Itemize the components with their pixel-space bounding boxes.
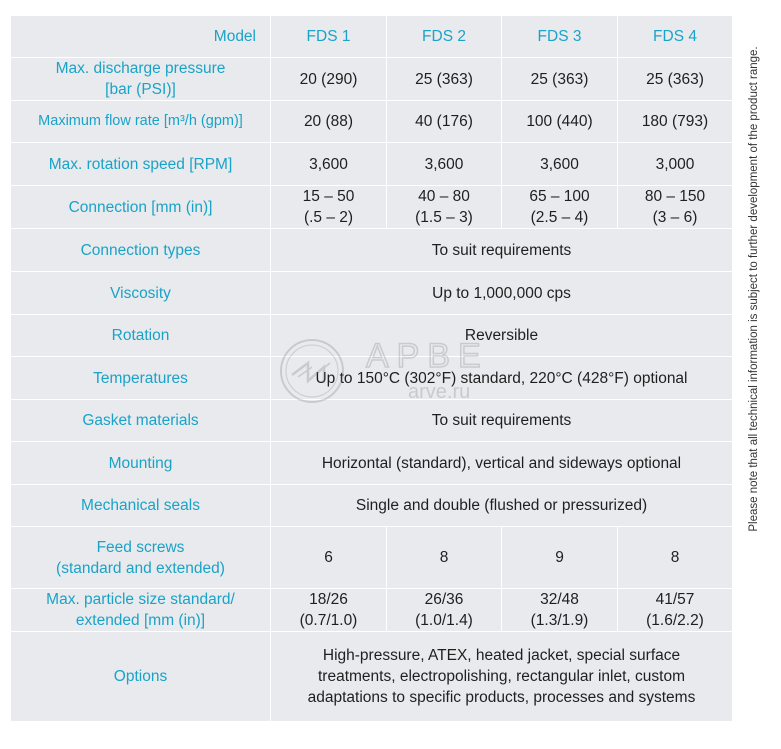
connection-label: Connection [mm (in)] bbox=[11, 186, 271, 229]
rotation-label: Rotation bbox=[11, 315, 271, 357]
row-connection bbox=[11, 186, 733, 229]
model-header-label: Model bbox=[11, 16, 271, 58]
row-seals bbox=[11, 485, 733, 527]
feed-screws-fds2: 8 bbox=[387, 527, 502, 589]
connection-fds1-line1: 15 – 50 bbox=[302, 188, 355, 205]
row-pressure bbox=[11, 58, 733, 101]
header-row bbox=[11, 16, 733, 58]
particle-fds1-line1: 18/26 bbox=[309, 591, 348, 608]
options-line1: High-pressure, ATEX, heated jacket, special surface bbox=[322, 647, 681, 664]
temperatures-value: Up to 150°C (302°F) standard, 220°C (428°F) optional bbox=[271, 357, 733, 400]
rotation-value: Reversible bbox=[271, 315, 733, 357]
particle-fds2-line2: (1.0/1.4) bbox=[415, 612, 473, 629]
connection-fds1-line2: (.5 – 2) bbox=[303, 209, 354, 226]
options-value bbox=[271, 632, 733, 722]
feed-screws-label bbox=[11, 527, 271, 589]
particle-label-line1: Max. particle size standard/ bbox=[46, 591, 235, 608]
particle-fds4-line2: (1.6/2.2) bbox=[646, 612, 704, 629]
model-fds1: FDS 1 bbox=[271, 16, 387, 58]
connection-fds2-line1: 40 – 80 bbox=[418, 188, 470, 205]
model-fds3: FDS 3 bbox=[502, 16, 618, 58]
particle-fds4 bbox=[618, 589, 733, 632]
gasket-label: Gasket materials bbox=[11, 400, 271, 442]
flow-fds4: 180 (793) bbox=[618, 101, 733, 143]
row-options bbox=[11, 632, 733, 722]
pressure-label-line1: Max. discharge pressure bbox=[55, 60, 226, 77]
spec-table bbox=[10, 15, 733, 722]
flow-fds3: 100 (440) bbox=[502, 101, 618, 143]
connection-fds2-line2: (1.5 – 3) bbox=[415, 209, 473, 226]
feed-screws-fds4: 8 bbox=[618, 527, 733, 589]
row-gasket bbox=[11, 400, 733, 442]
particle-fds2 bbox=[387, 589, 502, 632]
row-particle bbox=[11, 589, 733, 632]
mounting-value: Horizontal (standard), vertical and sideways optional bbox=[271, 442, 733, 485]
model-fds2: FDS 2 bbox=[387, 16, 502, 58]
particle-label bbox=[11, 589, 271, 632]
speed-fds4: 3,000 bbox=[618, 143, 733, 186]
gasket-value: To suit requirements bbox=[271, 400, 733, 442]
options-line3: adaptations to specific products, processes and systems bbox=[307, 689, 696, 706]
particle-label-line2: extended [mm (in)] bbox=[75, 612, 206, 629]
connection-fds4-line2: (3 – 6) bbox=[652, 209, 698, 226]
connection-fds1 bbox=[271, 186, 387, 229]
row-rotation bbox=[11, 315, 733, 357]
connection-fds3 bbox=[502, 186, 618, 229]
row-viscosity bbox=[11, 272, 733, 315]
pressure-label bbox=[11, 58, 271, 101]
particle-fds4-line1: 41/57 bbox=[655, 591, 695, 608]
connection-fds3-line2: (2.5 – 4) bbox=[530, 209, 589, 226]
row-temperatures bbox=[11, 357, 733, 400]
seals-label: Mechanical seals bbox=[11, 485, 271, 527]
row-feed-screws bbox=[11, 527, 733, 589]
speed-fds1: 3,600 bbox=[271, 143, 387, 186]
side-note: Please note that all technical information is subject to further development of the product range. bbox=[748, 46, 760, 532]
temperatures-label: Temperatures bbox=[11, 357, 271, 400]
options-label: Options bbox=[11, 632, 271, 722]
speed-fds2: 3,600 bbox=[387, 143, 502, 186]
mounting-label: Mounting bbox=[11, 442, 271, 485]
watermark-domain: arve.ru bbox=[408, 381, 471, 403]
pressure-fds1: 20 (290) bbox=[271, 58, 387, 101]
particle-fds3-line2: (1.3/1.9) bbox=[530, 612, 589, 629]
flow-fds2: 40 (176) bbox=[387, 101, 502, 143]
feed-screws-label-line1: Feed screws bbox=[96, 538, 185, 556]
flow-label: Maximum flow rate [m³/h (gpm)] bbox=[11, 101, 271, 143]
particle-fds2-line1: 26/36 bbox=[424, 591, 464, 608]
connection-types-value: To suit requirements bbox=[271, 229, 733, 272]
pressure-fds4: 25 (363) bbox=[618, 58, 733, 101]
feed-screws-fds3: 9 bbox=[502, 527, 618, 589]
speed-label: Max. rotation speed [RPM] bbox=[11, 143, 271, 186]
particle-fds3 bbox=[502, 589, 618, 632]
seals-value: Single and double (flushed or pressurized) bbox=[271, 485, 733, 527]
options-line2: treatments, electropolishing, rectangular inlet, custom bbox=[317, 668, 685, 685]
feed-screws-label-line2: (standard and extended) bbox=[56, 559, 225, 577]
feed-screws-fds1: 6 bbox=[271, 527, 387, 589]
row-connection-types bbox=[11, 229, 733, 272]
pressure-label-line2: [bar (PSI)] bbox=[105, 81, 176, 98]
row-speed bbox=[11, 143, 733, 186]
particle-fds1-line2: (0.7/1.0) bbox=[299, 612, 358, 629]
row-mounting bbox=[11, 442, 733, 485]
connection-fds3-line1: 65 – 100 bbox=[529, 188, 590, 205]
connection-fds4-line1: 80 – 150 bbox=[644, 188, 706, 205]
row-flow bbox=[11, 101, 733, 143]
particle-fds1 bbox=[271, 589, 387, 632]
model-fds4: FDS 4 bbox=[618, 16, 733, 58]
connection-fds4 bbox=[618, 186, 733, 229]
pressure-fds3: 25 (363) bbox=[502, 58, 618, 101]
connection-fds2 bbox=[387, 186, 502, 229]
viscosity-value: Up to 1,000,000 cps bbox=[271, 272, 733, 315]
connection-types-label: Connection types bbox=[11, 229, 271, 272]
speed-fds3: 3,600 bbox=[502, 143, 618, 186]
pressure-fds2: 25 (363) bbox=[387, 58, 502, 101]
particle-fds3-line1: 32/48 bbox=[540, 591, 579, 608]
flow-fds1: 20 (88) bbox=[271, 101, 387, 143]
viscosity-label: Viscosity bbox=[11, 272, 271, 315]
